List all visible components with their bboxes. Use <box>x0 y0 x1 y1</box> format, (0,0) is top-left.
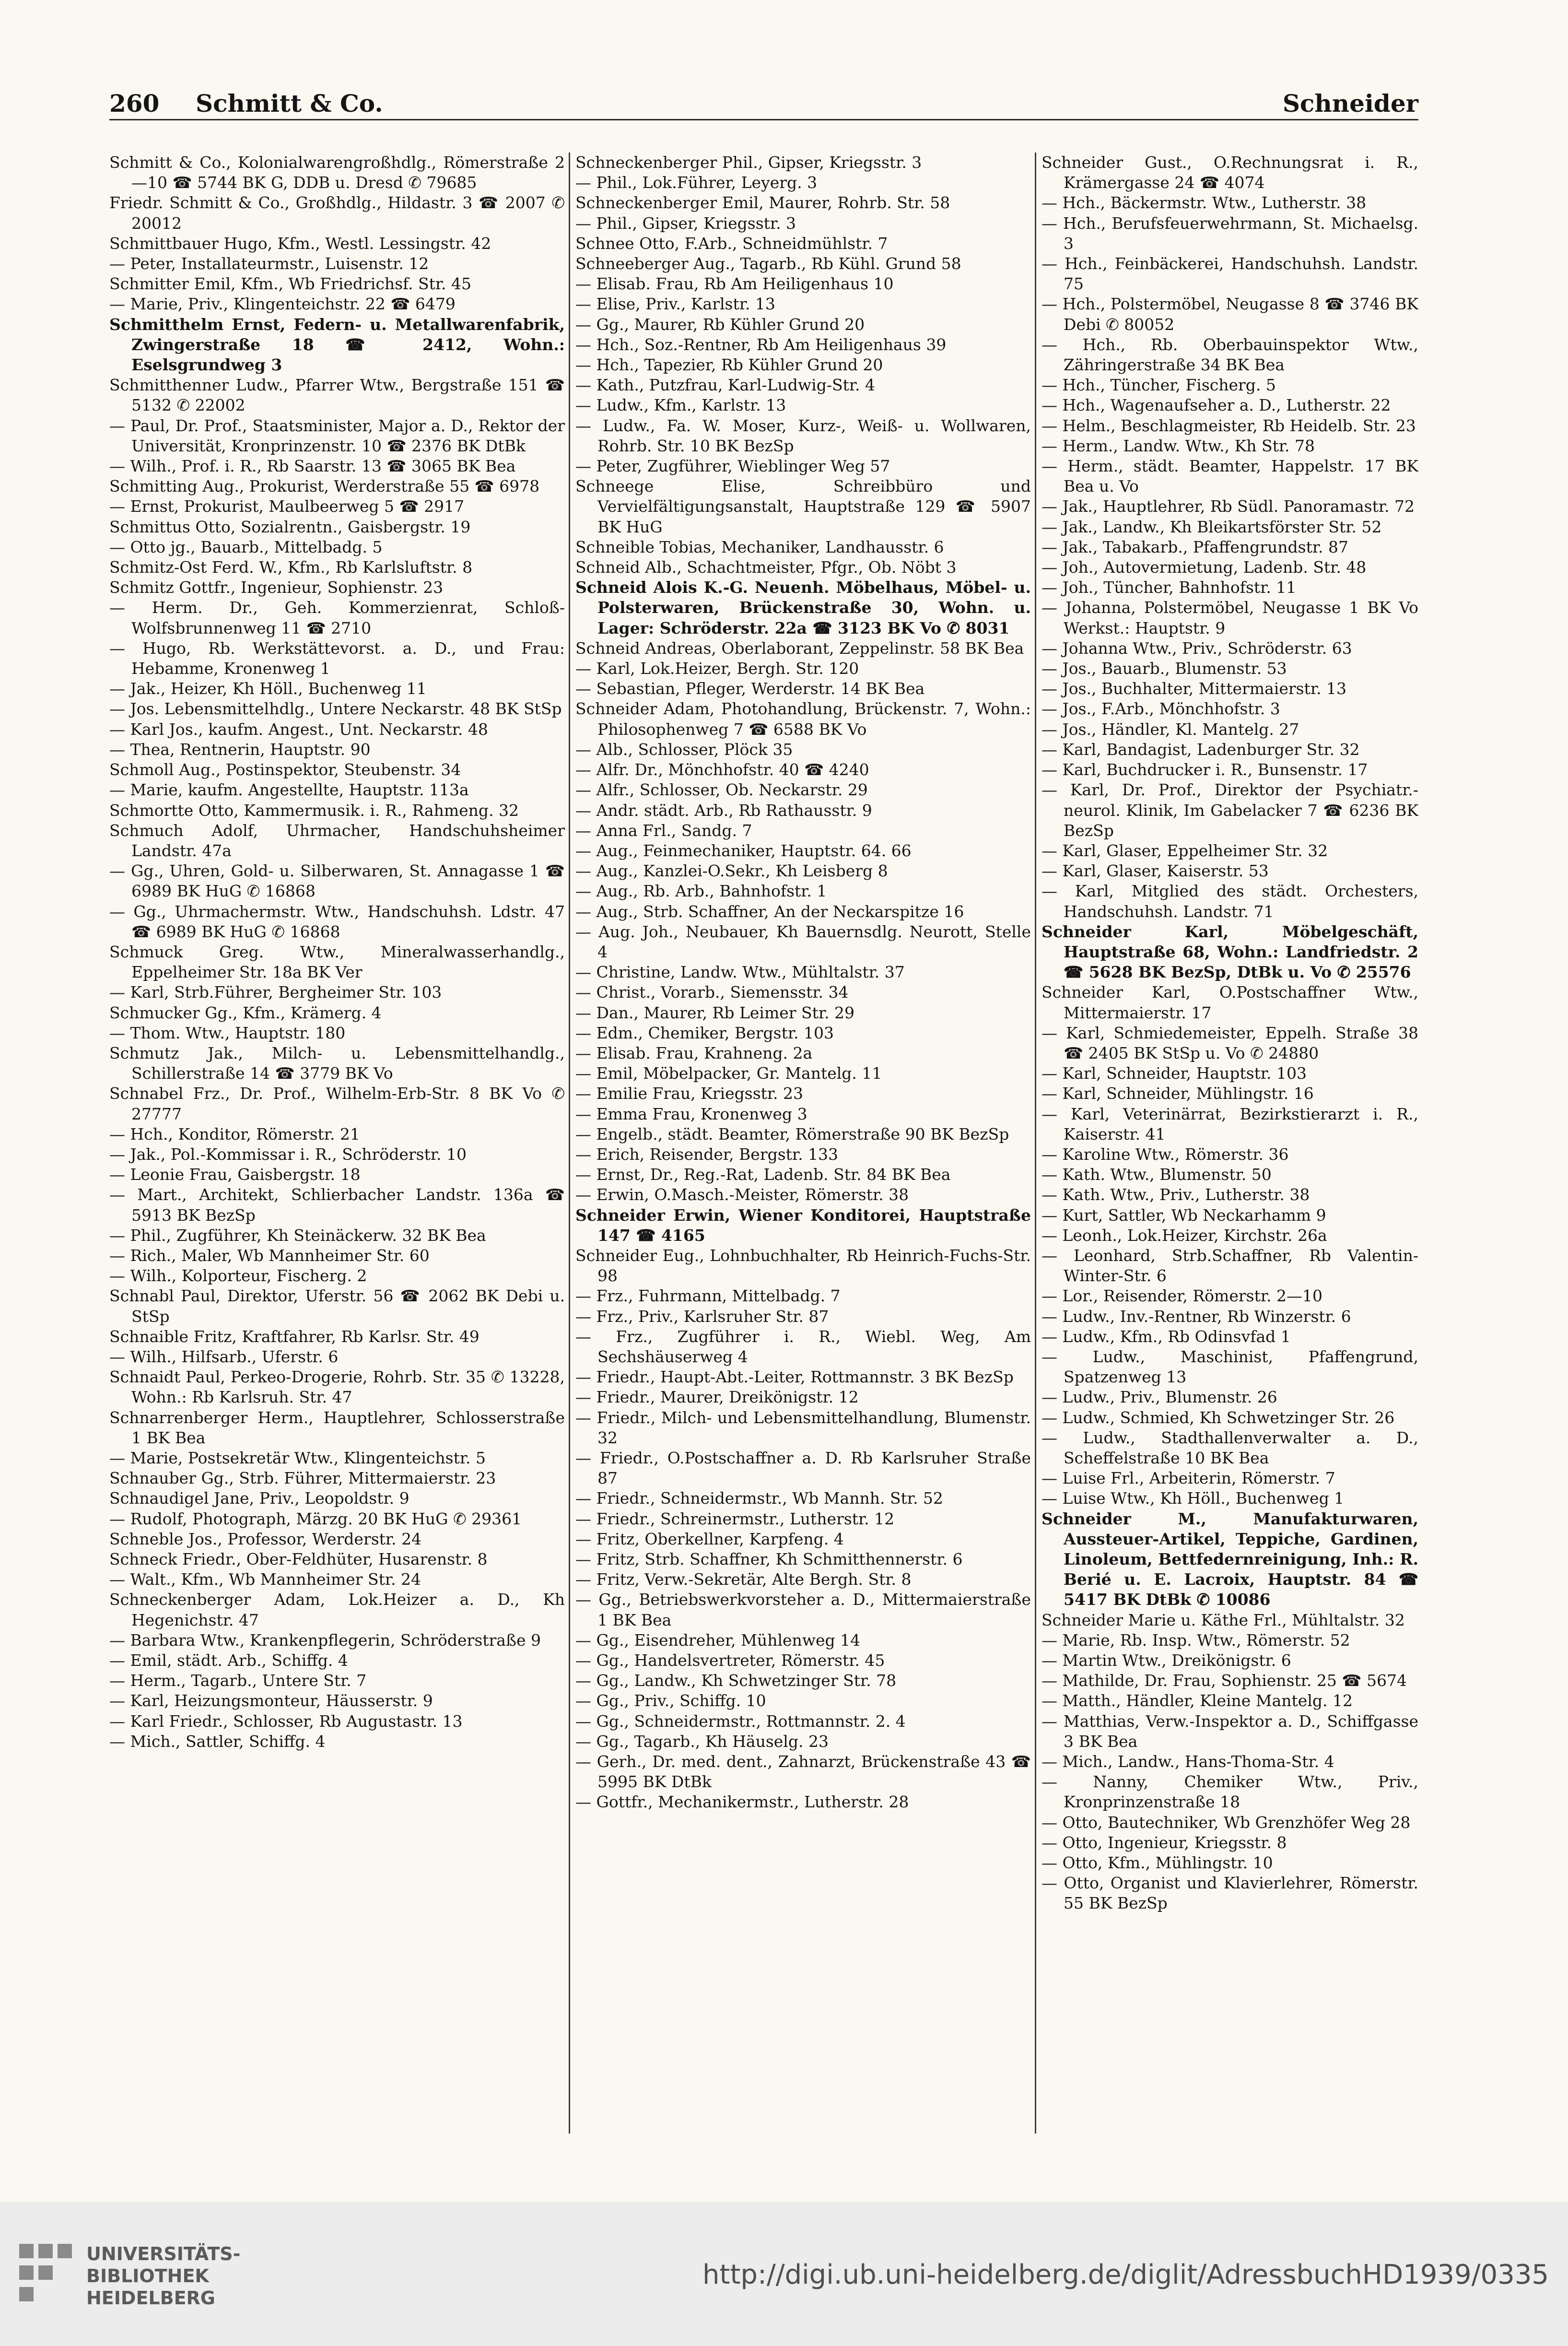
directory-entry: — Rudolf, Photograph, Märzg. 20 BK HuG ✆ 29361 <box>109 1509 522 1528</box>
directory-entry: Schmuck Greg. Wtw., Mineralwasserhandlg., Eppelheimer Str. 18a BK Ver <box>109 942 565 982</box>
directory-entry: — Karl, Schmiedemeister, Eppelh. Straße 38 ☎ 2405 BK StSp u. Vo ✆ 24880 <box>1041 1023 1418 1062</box>
directory-entry: — Gg., Eisendreher, Mühlenweg 14 <box>575 1630 861 1650</box>
directory-entry: — Engelb., städt. Beamter, Römerstraße 90 BK BezSp <box>575 1124 1009 1144</box>
directory-entry: — Aug., Kanzlei-O.Sekr., Kh Leisberg 8 <box>575 861 888 881</box>
directory-entry: — Mathilde, Dr. Frau, Sophienstr. 25 ☎ 5674 <box>1041 1671 1407 1690</box>
directory-entry: — Fritz, Strb. Schaffner, Kh Schmitthennerstr. 6 <box>575 1550 963 1569</box>
directory-entry: Schneid Alb., Schachtmeister, Pfgr., Ob. Nöbt 3 <box>575 558 957 577</box>
library-name-line: BIBLIOTHEK <box>86 2265 209 2287</box>
directory-entry: — Karl, Veterinärrat, Bezirkstierarzt i. R., Kaiserstr. 41 <box>1041 1104 1418 1144</box>
directory-entry: Friedr. Schmitt & Co., Großhdlg., Hildastr. 3 ☎ 2007 ✆ 20012 <box>109 193 565 233</box>
directory-entry: — Alfr., Schlosser, Ob. Neckarstr. 29 <box>575 780 868 800</box>
directory-entry: — Herm., Tagarb., Untere Str. 7 <box>109 1671 367 1690</box>
directory-entry: Schmoll Aug., Postinspektor, Steubenstr. 34 <box>109 760 461 779</box>
directory-entry: — Friedr., Maurer, Dreikönigstr. 12 <box>575 1388 859 1407</box>
directory-entry: — Mich., Landw., Hans-Thoma-Str. 4 <box>1041 1752 1334 1771</box>
directory-entry: — Gg., Tagarb., Kh Häuselg. 23 <box>575 1732 829 1751</box>
directory-entry: — Ludw., Priv., Blumenstr. 26 <box>1041 1388 1277 1407</box>
directory-entry: — Jos., Buchhalter, Mittermaierstr. 13 <box>1041 679 1346 698</box>
directory-entry: — Otto jg., Bauarb., Mittelbadg. 5 <box>109 537 383 556</box>
directory-entry: Schnabel Frz., Dr. Prof., Wilhelm-Erb-Str. 8 BK Vo ✆ 27777 <box>109 1084 565 1123</box>
directory-entry: — Erich, Reisender, Bergstr. 133 <box>575 1144 839 1164</box>
directory-entry: Schneider Marie u. Käthe Frl., Mühltalstr. 32 <box>1041 1610 1405 1629</box>
directory-entry: — Friedr., Schneidermstr., Wb Mannh. Str. 52 <box>575 1489 943 1508</box>
directory-entry-highlighted: Schneid Alois K.-G. Neuenh. Möbelhaus, Möbel- u. Polsterwaren, Brückenstraße 30, Wohn. u. Lager: Schröderstr. 22a ☎ 3123 BK Vo ✆ 8031 <box>575 578 1031 637</box>
directory-entry: — Frz., Priv., Karlsruher Str. 87 <box>575 1307 829 1326</box>
directory-entry: — Ernst, Prokurist, Maulbeerweg 5 ☎ 2917 <box>109 497 465 516</box>
directory-entry: Schmortte Otto, Kammermusik. i. R., Rahmeng. 32 <box>109 801 519 820</box>
directory-entry: — Hch., Rb. Oberbauinspektor Wtw., Zähringerstraße 34 BK Bea <box>1041 335 1418 375</box>
source-url[interactable]: http://digi.ub.uni-heidelberg.de/diglit/AdressbuchHD1939/0335 <box>702 2259 1549 2290</box>
directory-entry: — Hch., Konditor, Römerstr. 21 <box>109 1124 360 1144</box>
directory-entry: — Marie, Rb. Insp. Wtw., Römerstr. 52 <box>1041 1630 1350 1650</box>
directory-entry: — Gg., Priv., Schiffg. 10 <box>575 1691 766 1710</box>
library-footer <box>0 2202 1568 2346</box>
directory-entry: — Karl, Schneider, Mühlingstr. 16 <box>1041 1084 1314 1103</box>
directory-entry: — Thea, Rentnerin, Hauptstr. 90 <box>109 740 371 759</box>
directory-entry: — Christine, Landw. Wtw., Mühltalstr. 37 <box>575 963 905 982</box>
library-name-line: HEIDELBERG <box>86 2287 215 2309</box>
directory-entry: — Otto, Ingenieur, Kriegsstr. 8 <box>1041 1833 1287 1852</box>
directory-entry: — Fritz, Verw.-Sekretär, Alte Bergh. Str. 8 <box>575 1570 912 1589</box>
directory-entry: — Karl, Glaser, Eppelheimer Str. 32 <box>1041 841 1328 860</box>
directory-entry: — Hch., Soz.-Rentner, Rb Am Heiligenhaus 39 <box>575 335 947 354</box>
directory-entry: — Aug., Rb. Arb., Bahnhofstr. 1 <box>575 882 827 901</box>
directory-entry: — Phil., Lok.Führer, Leyerg. 3 <box>575 173 818 192</box>
directory-entry: Schmitz Gottfr., Ingenieur, Sophienstr. 23 <box>109 578 444 597</box>
directory-entry: — Jos. Lebensmittelhdlg., Untere Neckarstr. 48 BK StSp <box>109 699 562 719</box>
directory-entry: Schnaible Fritz, Kraftfahrer, Rb Karlsr. Str. 49 <box>109 1327 480 1346</box>
directory-entry: Schneider Karl, O.Postschaffner Wtw., Mittermaierstr. 17 <box>1041 983 1418 1022</box>
directory-entry: Schneege Elise, Schreibbüro und Vervielfältigungsanstalt, Hauptstraße 129 ☎ 5907 BK HuG <box>575 477 1031 536</box>
directory-entry: — Luise Frl., Arbeiterin, Römerstr. 7 <box>1041 1469 1335 1488</box>
directory-entry: Schneeberger Aug., Tagarb., Rb Kühl. Grund 58 <box>575 254 961 273</box>
directory-entry: Schnabl Paul, Direktor, Uferstr. 56 ☎ 2062 BK Debi u. StSp <box>109 1286 565 1326</box>
library-logo-icon <box>14 2239 77 2311</box>
directory-entry: — Matthias, Verw.-Inspektor a. D., Schiffgasse 3 BK Bea <box>1041 1711 1418 1751</box>
library-name <box>86 2243 302 2309</box>
directory-entry: — Marie, Priv., Klingenteichstr. 22 ☎ 6479 <box>109 295 456 314</box>
directory-entry: — Jos., Bauarb., Blumenstr. 53 <box>1041 659 1287 678</box>
directory-entry: — Hch., Feinbäckerei, Handschuhsh. Landstr. 75 <box>1041 254 1418 294</box>
directory-entry: — Ludw., Stadthallenverwalter a. D., Scheffelstraße 10 BK Bea <box>1041 1428 1418 1467</box>
column-3 <box>1041 153 1418 2134</box>
directory-entry: — Fritz, Oberkellner, Karpfeng. 4 <box>575 1529 844 1548</box>
directory-entry: — Alb., Schlosser, Plöck 35 <box>575 740 793 759</box>
directory-entry: — Friedr., O.Postschaffner a. D. Rb Karlsruher Straße 87 <box>575 1449 1031 1488</box>
directory-entry: — Ludw., Kfm., Karlstr. 13 <box>575 396 786 415</box>
directory-entry: — Wilh., Kolporteur, Fischerg. 2 <box>109 1266 367 1285</box>
directory-entry: Schneible Tobias, Mechaniker, Landhausstr. 6 <box>575 537 944 556</box>
directory-entry: — Jos., F.Arb., Mönchhofstr. 3 <box>1041 699 1280 719</box>
running-title: Schmitt & Co. <box>196 89 383 118</box>
directory-entry: Schmittbauer Hugo, Kfm., Westl. Lessingstr. 42 <box>109 234 491 253</box>
directory-entry: Schneckenberger Phil., Gipser, Kriegsstr. 3 <box>575 153 922 172</box>
directory-entry: — Jak., Pol.-Kommissar i. R., Schröderstr. 10 <box>109 1144 467 1164</box>
directory-entry: — Kath. Wtw., Blumenstr. 50 <box>1041 1165 1272 1184</box>
directory-entry-highlighted: Schmitthelm Ernst, Federn- u. Metallwarenfabrik, Zwingerstraße 18 ☎ 2412, Wohn.: Eselsgrundweg 3 <box>109 315 565 375</box>
directory-entry: — Kurt, Sattler, Wb Neckarhamm 9 <box>1041 1205 1326 1225</box>
directory-entry: — Karl, Strb.Führer, Bergheimer Str. 103 <box>109 983 442 1002</box>
directory-entry: — Gg., Uhren, Gold- u. Silberwaren, St. Annagasse 1 ☎ 6989 BK HuG ✆ 16868 <box>109 861 565 901</box>
directory-entry: Schnee Otto, F.Arb., Schneidmühlstr. 7 <box>575 234 888 253</box>
directory-entry: Schneid Andreas, Oberlaborant, Zeppelinstr. 58 BK Bea <box>575 638 1024 658</box>
directory-entry: — Aug., Feinmechaniker, Hauptstr. 64. 66 <box>575 841 912 860</box>
directory-entry-highlighted: Schneider Erwin, Wiener Konditorei, Hauptstraße 147 ☎ 4165 <box>575 1205 1031 1245</box>
directory-columns <box>109 153 1418 2134</box>
directory-entry: Schmucker Gg., Kfm., Krämerg. 4 <box>109 1003 382 1022</box>
directory-entry: — Lor., Reisender, Römerstr. 2—10 <box>1041 1286 1322 1306</box>
directory-entry: — Gerh., Dr. med. dent., Zahnarzt, Brückenstraße 43 ☎ 5995 BK DtBk <box>575 1752 1031 1792</box>
directory-entry: — Jos., Händler, Kl. Mantelg. 27 <box>1041 719 1299 739</box>
directory-entry: — Otto, Kfm., Mühlingstr. 10 <box>1041 1853 1273 1873</box>
directory-entry: — Karl, Mitglied des städt. Orchesters, Handschuhsh. Landstr. 71 <box>1041 882 1418 921</box>
directory-entry: — Luise Wtw., Kh Höll., Buchenweg 1 <box>1041 1489 1345 1508</box>
directory-entry: — Paul, Dr. Prof., Staatsminister, Major a. D., Rektor der Universität, Kronprinzenstr. 10 ☎ 2376 BK DtBk <box>109 416 565 455</box>
directory-entry: — Herm., Landw. Wtw., Kh Str. 78 <box>1041 436 1315 455</box>
directory-entry: Schnaidt Paul, Perkeo-Drogerie, Rohrb. Str. 35 ✆ 13228, Wohn.: Rb Karlsruh. Str. 47 <box>109 1368 565 1407</box>
directory-entry: Schmittus Otto, Sozialrentn., Gaisbergstr. 19 <box>109 517 471 536</box>
directory-entry: — Karl, Buchdrucker i. R., Bunsenstr. 17 <box>1041 760 1368 779</box>
directory-entry: — Herm. Dr., Geh. Kommerzienrat, Schloß-Wolfsbrunnenweg 11 ☎ 2710 <box>109 598 565 637</box>
directory-entry: Schneider Adam, Photohandlung, Brückenstr. 7, Wohn.: Philosophenweg 7 ☎ 6588 BK Vo <box>575 699 1031 739</box>
directory-entry: — Ernst, Dr., Reg.-Rat, Ladenb. Str. 84 BK Bea <box>575 1165 951 1184</box>
directory-entry: — Barbara Wtw., Krankenpflegerin, Schröderstraße 9 <box>109 1630 541 1650</box>
directory-entry: — Karoline Wtw., Römerstr. 36 <box>1041 1144 1289 1164</box>
directory-entry: — Johanna Wtw., Priv., Schröderstr. 63 <box>1041 638 1352 658</box>
directory-entry: — Friedr., Milch- und Lebensmittelhandlung, Blumenstr. 32 <box>575 1408 1031 1447</box>
directory-entry: — Karl, Bandagist, Ladenburger Str. 32 <box>1041 740 1360 759</box>
directory-entry: — Hch., Bäckermstr. Wtw., Lutherstr. 38 <box>1041 193 1367 212</box>
directory-entry: — Elisab. Frau, Rb Am Heiligenhaus 10 <box>575 274 894 294</box>
directory-entry: — Karl, Lok.Heizer, Bergh. Str. 120 <box>575 659 859 678</box>
last-entry-title: Schneider <box>1282 89 1418 118</box>
directory-entry-highlighted: Schneider Karl, Möbelgeschäft, Hauptstraße 68, Wohn.: Landfriedstr. 2 ☎ 5628 BK BezSp, DtBk u. Vo ✆ 25576 <box>1041 922 1418 982</box>
directory-entry: — Jak., Landw., Kh Bleikartsförster Str. 52 <box>1041 517 1382 536</box>
directory-entry: — Hugo, Rb. Werkstättevorst. a. D., und Frau: Hebamme, Kronenweg 1 <box>109 638 565 678</box>
directory-entry: — Marie, kaufm. Angestellte, Hauptstr. 113a <box>109 780 469 800</box>
directory-entry: — Hch., Tapezier, Rb Kühler Grund 20 <box>575 355 883 375</box>
directory-entry: — Dan., Maurer, Rb Leimer Str. 29 <box>575 1003 855 1022</box>
directory-entry: — Phil., Zugführer, Kh Steinäckerw. 32 BK Bea <box>109 1226 486 1245</box>
directory-entry: — Hch., Wagenaufseher a. D., Lutherstr. 22 <box>1041 396 1391 415</box>
directory-entry: — Ludw., Fa. W. Moser, Kurz-, Weiß- u. Wollwaren, Rohrb. Str. 10 BK BezSp <box>575 416 1031 455</box>
directory-entry: — Gg., Maurer, Rb Kühler Grund 20 <box>575 315 865 334</box>
directory-entry: — Aug., Strb. Schaffner, An der Neckarspitze 16 <box>575 902 964 921</box>
directory-entry: — Peter, Installateurmstr., Luisenstr. 12 <box>109 254 429 273</box>
directory-entry: — Karl Friedr., Schlosser, Rb Augustastr. 13 <box>109 1711 463 1731</box>
directory-entry: — Sebastian, Pfleger, Werderstr. 14 BK Bea <box>575 679 925 698</box>
directory-entry: — Ludw., Kfm., Rb Odinsvfad 1 <box>1041 1327 1291 1346</box>
directory-entry: — Gg., Schneidermstr., Rottmannstr. 2. 4 <box>575 1711 906 1731</box>
directory-entry: Schneble Jos., Professor, Werderstr. 24 <box>109 1529 422 1548</box>
directory-entry: — Gg., Betriebswerkvorsteher a. D., Mittermaierstraße 1 BK Bea <box>575 1590 1031 1629</box>
directory-entry: — Peter, Zugführer, Wieblinger Weg 57 <box>575 457 890 476</box>
directory-entry: — Emilie Frau, Kriegsstr. 23 <box>575 1084 804 1103</box>
directory-entry: — Phil., Gipser, Kriegsstr. 3 <box>575 213 796 233</box>
directory-entry: Schmuch Adolf, Uhrmacher, Handschuhsheimer Landstr. 47a <box>109 821 565 860</box>
directory-entry: — Matth., Händler, Kleine Mantelg. 12 <box>1041 1691 1353 1710</box>
directory-entry: — Emil, städt. Arb., Schiffg. 4 <box>109 1651 348 1670</box>
directory-entry: — Otto, Organist und Klavierlehrer, Römerstr. 55 BK BezSp <box>1041 1874 1418 1913</box>
directory-entry: — Gg., Landw., Kh Schwetzinger Str. 78 <box>575 1671 897 1690</box>
directory-entry: — Jak., Heizer, Kh Höll., Buchenweg 11 <box>109 679 427 698</box>
directory-entry: — Leonh., Lok.Heizer, Kirchstr. 26a <box>1041 1226 1327 1245</box>
directory-entry: — Ludw., Inv.-Rentner, Rb Winzerstr. 6 <box>1041 1307 1351 1326</box>
directory-entry: — Gg., Uhrmachermstr. Wtw., Handschuhsh. Ldstr. 47 ☎ 6989 BK HuG ✆ 16868 <box>109 902 565 941</box>
directory-entry: — Ludw., Maschinist, Pfaffengrund, Spatzenweg 13 <box>1041 1347 1418 1387</box>
directory-entry: — Nanny, Chemiker Wtw., Priv., Kronprinzenstraße 18 <box>1041 1772 1418 1812</box>
directory-entry: — Friedr., Haupt-Abt.-Leiter, Rottmannstr. 3 BK BezSp <box>575 1368 1014 1387</box>
directory-entry: — Aug. Joh., Neubauer, Kh Bauernsdlg. Neurott, Stelle 4 <box>575 922 1031 961</box>
directory-entry: — Andr. städt. Arb., Rb Rathausstr. 9 <box>575 801 872 820</box>
directory-entry: — Walt., Kfm., Wb Mannheimer Str. 24 <box>109 1570 421 1589</box>
directory-entry: Schmitthenner Ludw., Pfarrer Wtw., Bergstraße 151 ☎ 5132 ✆ 22002 <box>109 376 565 415</box>
directory-entry: — Christ., Vorarb., Siemensstr. 34 <box>575 983 849 1002</box>
directory-entry: — Mart., Architekt, Schlierbacher Landstr. 136a ☎ 5913 BK BezSp <box>109 1185 565 1225</box>
directory-entry: — Frz., Fuhrmann, Mittelbadg. 7 <box>575 1286 841 1306</box>
directory-entry: — Marie, Postsekretär Wtw., Klingenteichstr. 5 <box>109 1449 486 1467</box>
directory-entry: — Joh., Tüncher, Bahnhofstr. 11 <box>1041 578 1297 597</box>
directory-entry: Schnarrenberger Herm., Hauptlehrer, Schlosserstraße 1 BK Bea <box>109 1408 565 1447</box>
directory-entry: — Karl, Glaser, Kaiserstr. 53 <box>1041 861 1269 881</box>
directory-entry: — Mich., Sattler, Schiffg. 4 <box>109 1732 326 1751</box>
directory-entry: — Frz., Zugführer i. R., Wiebl. Weg, Am Sechshäuserweg 4 <box>575 1327 1031 1366</box>
directory-entry: — Hch., Tüncher, Fischerg. 5 <box>1041 376 1276 395</box>
directory-entry: — Jak., Hauptlehrer, Rb Südl. Panoramastr. 72 <box>1041 497 1415 516</box>
directory-entry: — Herm., städt. Beamter, Happelstr. 17 BK Bea u. Vo <box>1041 457 1418 496</box>
directory-entry: — Karl, Heizungsmonteur, Häusserstr. 9 <box>109 1691 433 1710</box>
directory-entry: — Jak., Tabakarb., Pfaffengrundstr. 87 <box>1041 537 1348 556</box>
directory-entry: — Hch., Berufsfeuerwehrmann, St. Michaelsg. 3 <box>1041 213 1418 253</box>
directory-entry: Schmitting Aug., Prokurist, Werderstraße 55 ☎ 6978 <box>109 477 540 496</box>
directory-entry: — Hch., Polstermöbel, Neugasse 8 ☎ 3746 BK Debi ✆ 80052 <box>1041 295 1418 334</box>
directory-entry: — Emma Frau, Kronenweg 3 <box>575 1104 807 1123</box>
directory-entry: — Elise, Priv., Karlstr. 13 <box>575 295 775 314</box>
directory-entry: — Edm., Chemiker, Bergstr. 103 <box>575 1023 834 1042</box>
directory-entry: Schmitz-Ost Ferd. W., Kfm., Rb Karlsluftstr. 8 <box>109 558 473 577</box>
directory-entry: Schnaudigel Jane, Priv., Leopoldstr. 9 <box>109 1489 410 1508</box>
directory-entry: Schneckenberger Adam, Lok.Heizer a. D., Kh Hegenichstr. 47 <box>109 1590 565 1629</box>
directory-entry: Schneider Eug., Lohnbuchhalter, Rb Heinrich-Fuchs-Str. 98 <box>575 1246 1031 1285</box>
library-name-line: UNIVERSITÄTS- <box>86 2243 241 2264</box>
directory-entry: — Gottfr., Mechanikermstr., Lutherstr. 28 <box>575 1792 909 1812</box>
directory-entry: — Otto, Bautechniker, Wb Grenzhöfer Weg 28 <box>1041 1813 1411 1832</box>
directory-entry-highlighted: Schneider M., Manufakturwaren, Aussteuer-Artikel, Teppiche, Gardinen, Linoleum, Bettfedernreinigung, Inh.: R. Berié u. E. Lacroix, Hauptstr. 84 ☎ 5417 BK DtBk ✆ 10086 <box>1041 1509 1418 1609</box>
directory-entry: — Gg., Handelsvertreter, Römerstr. 45 <box>575 1651 885 1670</box>
directory-entry: — Karl Jos., kaufm. Angest., Unt. Neckarstr. 48 <box>109 719 488 739</box>
directory-entry: Schmitt & Co., Kolonialwarengroßhdlg., Römerstraße 2—10 ☎ 5744 BK G, DDB u. Dresd ✆ 79685 <box>109 153 565 192</box>
directory-entry: — Joh., Autovermietung, Ladenb. Str. 48 <box>1041 558 1367 577</box>
directory-entry: — Kath. Wtw., Priv., Lutherstr. 38 <box>1041 1185 1310 1204</box>
directory-entry: — Ludw., Schmied, Kh Schwetzinger Str. 26 <box>1041 1408 1395 1427</box>
page-number: 260 <box>109 89 160 118</box>
directory-entry: — Emil, Möbelpacker, Gr. Mantelg. 11 <box>575 1064 882 1083</box>
directory-entry: Schneck Friedr., Ober-Feldhüter, Husarenstr. 8 <box>109 1550 488 1569</box>
directory-entry: Schneider Gust., O.Rechnungsrat i. R., Krämergasse 24 ☎ 4074 <box>1041 153 1418 192</box>
column-divider-2 <box>1035 153 1036 2134</box>
directory-entry: — Erwin, O.Masch.-Meister, Römerstr. 38 <box>575 1185 909 1204</box>
directory-entry: — Friedr., Schreinermstr., Lutherstr. 12 <box>575 1509 895 1528</box>
directory-entry: — Karl, Schneider, Hauptstr. 103 <box>1041 1064 1307 1083</box>
directory-entry: Schnauber Gg., Strb. Führer, Mittermaierstr. 23 <box>109 1469 496 1488</box>
directory-entry: — Leonie Frau, Gaisbergstr. 18 <box>109 1165 361 1184</box>
directory-entry: — Elisab. Frau, Krahneng. 2a <box>575 1043 813 1062</box>
directory-entry: — Leonhard, Strb.Schaffner, Rb Valentin-Winter-Str. 6 <box>1041 1246 1418 1285</box>
column-divider-1 <box>569 153 570 2134</box>
column-2 <box>575 153 1031 2134</box>
directory-entry: — Alfr. Dr., Mönchhofstr. 40 ☎ 4240 <box>575 760 869 779</box>
directory-entry: Schneckenberger Emil, Maurer, Rohrb. Str. 58 <box>575 193 950 212</box>
directory-entry: Schmutz Jak., Milch- u. Lebensmittelhandlg., Schillerstraße 14 ☎ 3779 BK Vo <box>109 1043 565 1083</box>
directory-entry: — Karl, Dr. Prof., Direktor der Psychiatr.-neurol. Klinik, Im Gabelacker 7 ☎ 6236 BK BezSp <box>1041 780 1418 840</box>
directory-entry: — Johanna, Polstermöbel, Neugasse 1 BK Vo Werkst.: Hauptstr. 9 <box>1041 598 1418 637</box>
column-1 <box>109 153 565 2134</box>
page-header <box>109 85 1418 120</box>
directory-entry: — Martin Wtw., Dreikönigstr. 6 <box>1041 1651 1291 1670</box>
directory-entry: Schmitter Emil, Kfm., Wb Friedrichsf. Str. 45 <box>109 274 472 294</box>
directory-entry: — Helm., Beschlagmeister, Rb Heidelb. Str. 23 <box>1041 416 1416 435</box>
directory-entry: — Kath., Putzfrau, Karl-Ludwig-Str. 4 <box>575 376 875 395</box>
directory-entry: — Wilh., Prof. i. R., Rb Saarstr. 13 ☎ 3065 BK Bea <box>109 457 516 476</box>
directory-entry: — Wilh., Hilfsarb., Uferstr. 6 <box>109 1347 339 1366</box>
directory-entry: — Rich., Maler, Wb Mannheimer Str. 60 <box>109 1246 430 1265</box>
directory-entry: — Thom. Wtw., Hauptstr. 180 <box>109 1023 346 1042</box>
directory-entry: — Anna Frl., Sandg. 7 <box>575 821 752 840</box>
